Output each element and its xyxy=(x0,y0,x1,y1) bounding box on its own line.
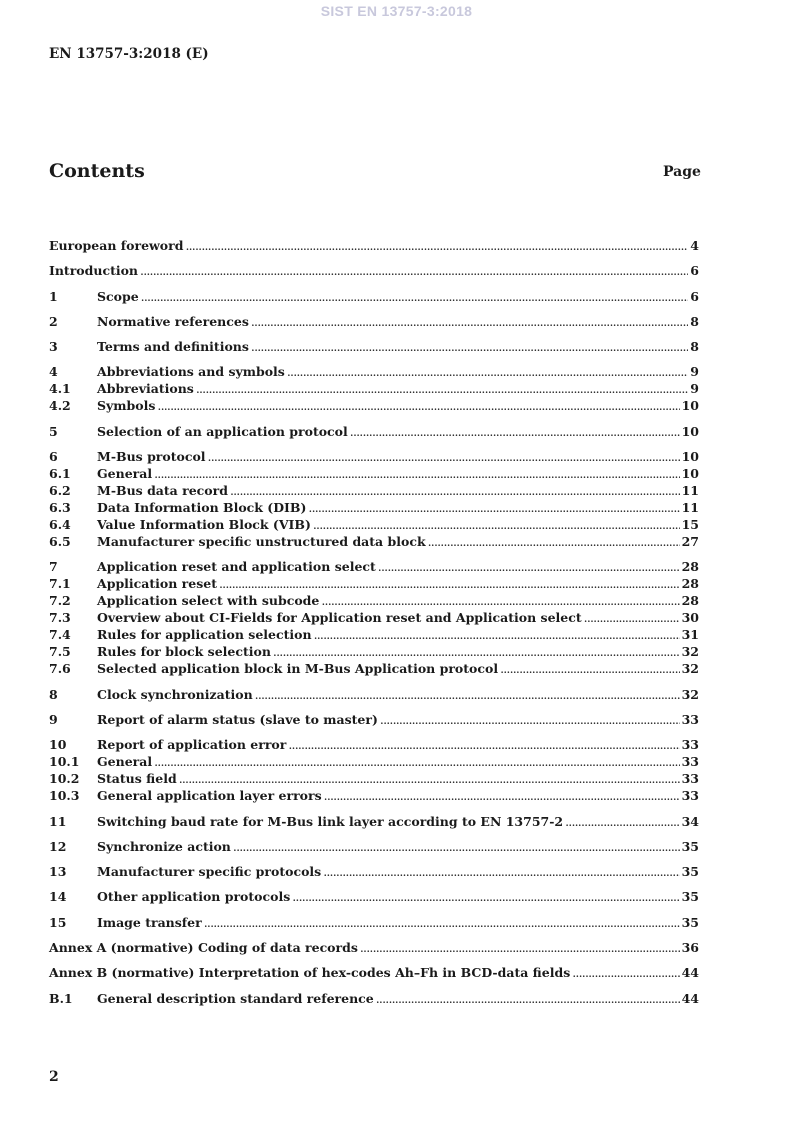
toc-entry-page: 15 xyxy=(681,517,699,533)
toc-entry-title: Manufacturer specific protocols xyxy=(97,864,322,880)
toc-entry-number: 7.4 xyxy=(49,627,71,643)
toc-entry-title: Symbols xyxy=(97,398,156,414)
toc-leader-dots xyxy=(230,482,680,499)
toc-entry-page: 44 xyxy=(681,965,699,981)
toc-entry[interactable] xyxy=(49,380,699,397)
toc-leader-dots xyxy=(500,660,680,677)
toc-entry-title: Data Information Block (DIB) xyxy=(97,500,307,516)
toc-entry[interactable] xyxy=(49,888,699,905)
toc-leader-dots xyxy=(287,363,688,380)
toc-leader-dots xyxy=(154,465,679,482)
toc-leader-dots xyxy=(360,939,680,956)
toc-entry-title: Abbreviations xyxy=(97,381,194,397)
toc-entry[interactable] xyxy=(49,813,699,830)
toc-entry[interactable] xyxy=(49,914,699,931)
toc-entry-number: 10.3 xyxy=(49,788,80,804)
toc-leader-dots xyxy=(273,643,680,660)
toc-entry-number: 6 xyxy=(49,449,58,465)
toc-entry-title: General xyxy=(97,466,153,482)
toc-entry-page: 32 xyxy=(681,686,699,702)
toc-entry-page: 27 xyxy=(681,534,699,550)
toc-entry-number: 4 xyxy=(49,364,58,380)
toc-entry-page: 9 xyxy=(690,364,699,380)
page-column-label: Page xyxy=(663,164,701,180)
toc-entry-title: Normative references xyxy=(97,313,249,329)
toc-entry-title: General application layer errors xyxy=(97,788,322,804)
toc-entry-title: Terms and definitions xyxy=(97,339,249,355)
toc-leader-dots xyxy=(157,397,679,414)
toc-entry-page: 11 xyxy=(681,483,699,499)
toc-leader-dots xyxy=(233,838,680,855)
toc-entry-number: 9 xyxy=(49,711,58,727)
toc-entry-number: 7 xyxy=(49,559,58,575)
toc-entry[interactable] xyxy=(49,237,699,254)
toc-entry-page: 4 xyxy=(690,238,699,253)
toc-entry[interactable] xyxy=(49,363,699,380)
toc-entry-title: Introduction xyxy=(49,263,139,279)
watermark: SIST EN 13757-3:2018 xyxy=(320,3,473,19)
toc-entry-page: 10 xyxy=(681,423,699,439)
toc-leader-dots xyxy=(376,990,680,1007)
toc-entry[interactable] xyxy=(49,533,699,550)
toc-entry-title: Status field xyxy=(97,771,177,787)
toc-entry[interactable] xyxy=(49,736,699,753)
toc-entry-title: General description standard reference xyxy=(97,990,374,1006)
toc-entry[interactable] xyxy=(49,686,699,703)
toc-entry-number: 5 xyxy=(49,423,58,439)
toc-entry[interactable] xyxy=(49,609,699,626)
toc-entry-number: 6.2 xyxy=(49,483,71,499)
toc-leader-dots xyxy=(251,338,688,355)
toc-entry-title: Scope xyxy=(97,288,139,304)
toc-leader-dots xyxy=(314,626,680,643)
toc-entry-page: 35 xyxy=(681,914,699,930)
toc-entry[interactable] xyxy=(49,313,699,330)
toc-entry[interactable] xyxy=(49,516,699,533)
toc-entry-number: 14 xyxy=(49,889,67,905)
toc-entry[interactable] xyxy=(49,660,699,677)
toc-entry-number: 7.2 xyxy=(49,593,71,609)
toc-entry-title: Application reset xyxy=(97,576,217,592)
toc-entry-number: 7.1 xyxy=(49,576,71,592)
toc-leader-dots xyxy=(323,863,679,880)
toc-entry-page: 8 xyxy=(690,313,699,329)
toc-leader-dots xyxy=(584,609,680,626)
toc-entry-number: 4.1 xyxy=(49,381,71,397)
toc-entry-number: 8 xyxy=(49,686,58,702)
toc-entry-page: 30 xyxy=(681,610,699,626)
toc-entry-number: 1 xyxy=(49,288,58,304)
toc-entry-number: 2 xyxy=(49,313,58,329)
toc-entry-page: 33 xyxy=(681,754,699,770)
toc-entry[interactable] xyxy=(49,262,699,279)
page-number: 2 xyxy=(49,1069,59,1085)
toc-entry-page: 10 xyxy=(681,449,699,465)
toc-entry-title: Switching baud rate for M-Bus link layer according to EN 13757-2 xyxy=(97,813,564,829)
toc-entry-number: 15 xyxy=(49,914,67,930)
toc-entry[interactable] xyxy=(49,711,699,728)
toc-entry-number: 4.2 xyxy=(49,398,71,414)
toc-entry-page: 33 xyxy=(681,711,699,727)
toc-entry-page: 34 xyxy=(681,813,699,829)
toc-entry[interactable] xyxy=(49,423,699,440)
toc-leader-dots xyxy=(219,575,680,592)
toc-entry-title: Other application protocols xyxy=(97,889,291,905)
toc-entry[interactable] xyxy=(49,338,699,355)
toc-leader-dots xyxy=(380,711,680,728)
toc-entry-title: Clock synchronization xyxy=(97,686,253,702)
toc-entry-title: Rules for application selection xyxy=(97,627,312,643)
toc-entry-number: 6.1 xyxy=(49,466,71,482)
toc-entry-title: Synchronize action xyxy=(97,838,231,854)
toc-leader-dots xyxy=(141,288,689,305)
toc-entry[interactable] xyxy=(49,626,699,643)
toc-entry-number: 7.3 xyxy=(49,610,71,626)
toc-leader-dots xyxy=(378,558,680,575)
toc-entry-title: General xyxy=(97,754,153,770)
toc-entry-title: Report of alarm status (slave to master) xyxy=(97,711,378,727)
toc-leader-dots xyxy=(292,888,679,905)
toc-entry[interactable] xyxy=(49,990,699,1007)
toc-entry[interactable] xyxy=(49,939,699,956)
toc-entry-page: 44 xyxy=(681,990,699,1006)
toc-entry-page: 6 xyxy=(690,263,699,279)
toc-entry-page: 28 xyxy=(681,593,699,609)
toc-entry-title: Application select with subcode xyxy=(97,593,320,609)
toc-leader-dots xyxy=(565,813,679,830)
toc-entry-page: 35 xyxy=(681,889,699,905)
toc-entry[interactable] xyxy=(49,643,699,660)
toc-entry-page: 33 xyxy=(681,771,699,787)
toc-entry-title: Annex B (normative) Interpretation of hex-codes Ah–Fh in BCD-data fields xyxy=(49,965,571,981)
toc-entry-number: 13 xyxy=(49,864,67,880)
toc-entry-title: Report of application error xyxy=(97,737,287,753)
toc-entry[interactable] xyxy=(49,753,699,770)
toc-entry[interactable] xyxy=(49,787,699,804)
toc-entry-number: B.1 xyxy=(49,990,73,1006)
toc-entry-title: Value Information Block (VIB) xyxy=(97,517,311,533)
toc-entry[interactable] xyxy=(49,558,699,575)
toc-leader-dots xyxy=(185,237,688,254)
toc-entry-page: 10 xyxy=(681,466,699,482)
toc-entry-title: Application reset and application select xyxy=(97,559,376,575)
toc-leader-dots xyxy=(321,592,679,609)
toc-entry[interactable] xyxy=(49,592,699,609)
toc-entry-number: 11 xyxy=(49,813,67,829)
toc-entry-number: 3 xyxy=(49,339,58,355)
toc-entry-number: 10 xyxy=(49,737,67,753)
toc-leader-dots xyxy=(196,380,688,397)
toc-entry-number: 6.5 xyxy=(49,534,71,550)
toc-entry[interactable] xyxy=(49,397,699,414)
toc-leader-dots xyxy=(208,448,680,465)
toc-entry-page: 8 xyxy=(690,339,699,355)
toc-entry-title: Rules for block selection xyxy=(97,644,271,660)
toc-leader-dots xyxy=(428,533,680,550)
toc-entry-page: 32 xyxy=(681,644,699,660)
toc-entry-page: 28 xyxy=(681,559,699,575)
toc-entry-number: 10.1 xyxy=(49,754,80,770)
toc-entry-page: 32 xyxy=(681,661,699,677)
toc-entry-number: 12 xyxy=(49,838,67,854)
toc-leader-dots xyxy=(251,313,688,330)
toc-entry-title: M-Bus protocol xyxy=(97,449,206,465)
toc-entry[interactable] xyxy=(49,288,699,305)
toc-entry[interactable] xyxy=(49,863,699,880)
toc-entry-title: Selection of an application protocol xyxy=(97,423,348,439)
contents-title: Contents xyxy=(49,160,145,182)
toc-leader-dots xyxy=(140,262,688,279)
toc-entry-page: 36 xyxy=(681,940,699,956)
toc-leader-dots xyxy=(255,686,680,703)
toc-entry-page: 33 xyxy=(681,788,699,804)
toc-entry-page: 6 xyxy=(690,288,699,304)
toc-leader-dots xyxy=(313,516,680,533)
toc-entry-page: 11 xyxy=(681,500,699,516)
toc-entry-title: Manufacturer specific unstructured data block xyxy=(97,534,426,550)
toc-entry-title: Annex A (normative) Coding of data records xyxy=(49,940,358,956)
toc-leader-dots xyxy=(572,964,679,981)
table-of-contents xyxy=(49,237,699,1007)
toc-entry-title: Selected application block in M-Bus Application protocol xyxy=(97,661,499,677)
toc-leader-dots xyxy=(288,736,679,753)
toc-entry-number: 7.6 xyxy=(49,661,71,677)
toc-entry-title: Overview about CI-Fields for Application reset and Application select xyxy=(97,610,582,626)
toc-entry[interactable] xyxy=(49,499,699,516)
toc-entry-title: Image transfer xyxy=(97,914,202,930)
toc-entry[interactable] xyxy=(49,575,699,592)
toc-leader-dots xyxy=(179,770,680,787)
toc-entry-page: 10 xyxy=(681,398,699,414)
toc-entry-page: 28 xyxy=(681,576,699,592)
toc-entry-page: 9 xyxy=(690,381,699,397)
toc-leader-dots xyxy=(154,753,679,770)
toc-entry-number: 10.2 xyxy=(49,771,80,787)
document-id: EN 13757-3:2018 (E) xyxy=(49,46,209,62)
toc-entry[interactable] xyxy=(49,770,699,787)
toc-entry[interactable] xyxy=(49,964,699,981)
toc-entry-page: 33 xyxy=(681,737,699,753)
toc-leader-dots xyxy=(324,787,680,804)
toc-entry-page: 35 xyxy=(681,864,699,880)
toc-entry[interactable] xyxy=(49,448,699,465)
toc-entry[interactable] xyxy=(49,465,699,482)
toc-leader-dots xyxy=(350,423,680,440)
toc-entry-number: 6.3 xyxy=(49,500,71,516)
toc-leader-dots xyxy=(308,499,679,516)
toc-entry-page: 35 xyxy=(681,838,699,854)
toc-entry-title: European foreword xyxy=(49,238,184,253)
toc-entry-title: M-Bus data record xyxy=(97,483,228,499)
toc-entry-title: Abbreviations and symbols xyxy=(97,364,285,380)
toc-entry-number: 6.4 xyxy=(49,517,71,533)
toc-entry[interactable] xyxy=(49,838,699,855)
toc-entry[interactable] xyxy=(49,482,699,499)
toc-entry-page: 31 xyxy=(681,627,699,643)
toc-entry-number: 7.5 xyxy=(49,644,71,660)
toc-leader-dots xyxy=(204,914,680,931)
